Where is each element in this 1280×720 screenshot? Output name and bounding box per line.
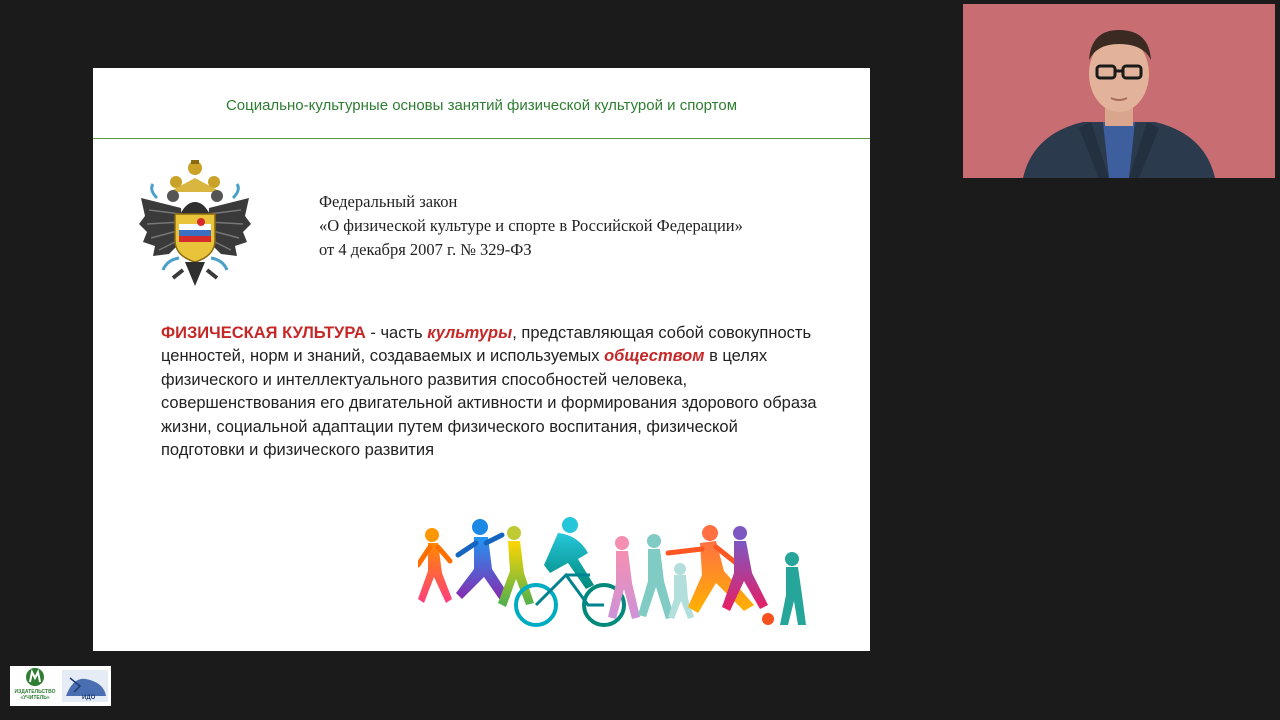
definition-text-2: , представляющая собой совокупность ценностей, норм и знаний, создаваемых и используемых	[161, 324, 812, 366]
logo-badge: ИДО	[82, 695, 96, 701]
definition-text-1: - часть	[365, 324, 428, 342]
logo-publisher-line-2: «УЧИТЕЛЬ»	[20, 695, 50, 701]
definition-paragraph	[161, 322, 821, 462]
logo-publisher-text	[12, 689, 58, 701]
presenter-avatar	[963, 4, 1275, 178]
law-line-3: от 4 декабря 2007 г. № 329-ФЗ	[319, 240, 532, 259]
law-line-1: Федеральный закон	[319, 192, 458, 211]
law-line-2: «О физической культуре и спорте в Российской Федерации»	[319, 216, 743, 235]
presentation-slide	[93, 68, 870, 651]
slide-title: Социально-культурные основы занятий физической культурой и спортом	[225, 97, 738, 114]
emblem-icon	[139, 158, 251, 293]
slide-header	[93, 68, 870, 139]
definition-term: ФИЗИЧЕСКАЯ КУЛЬТУРА	[161, 324, 366, 342]
federal-law-reference	[319, 190, 743, 262]
webcam-video	[963, 4, 1275, 178]
publisher-logo	[10, 666, 111, 706]
logo-publisher-line-1: ИЗДАТЕЛЬСТВО	[14, 689, 56, 695]
definition-emphasis-2: обществом	[604, 347, 705, 366]
definition-emphasis-1: культуры	[427, 324, 513, 342]
definition-text-3: в целях физического и интеллектуального развития способностей человека, совершенствования его двигательной активности и формирования здорового образа жизни, социальной адаптации путем физического воспитания, физической подготовки и физического развития	[161, 347, 817, 460]
sports-silhouettes-icon	[418, 513, 808, 633]
